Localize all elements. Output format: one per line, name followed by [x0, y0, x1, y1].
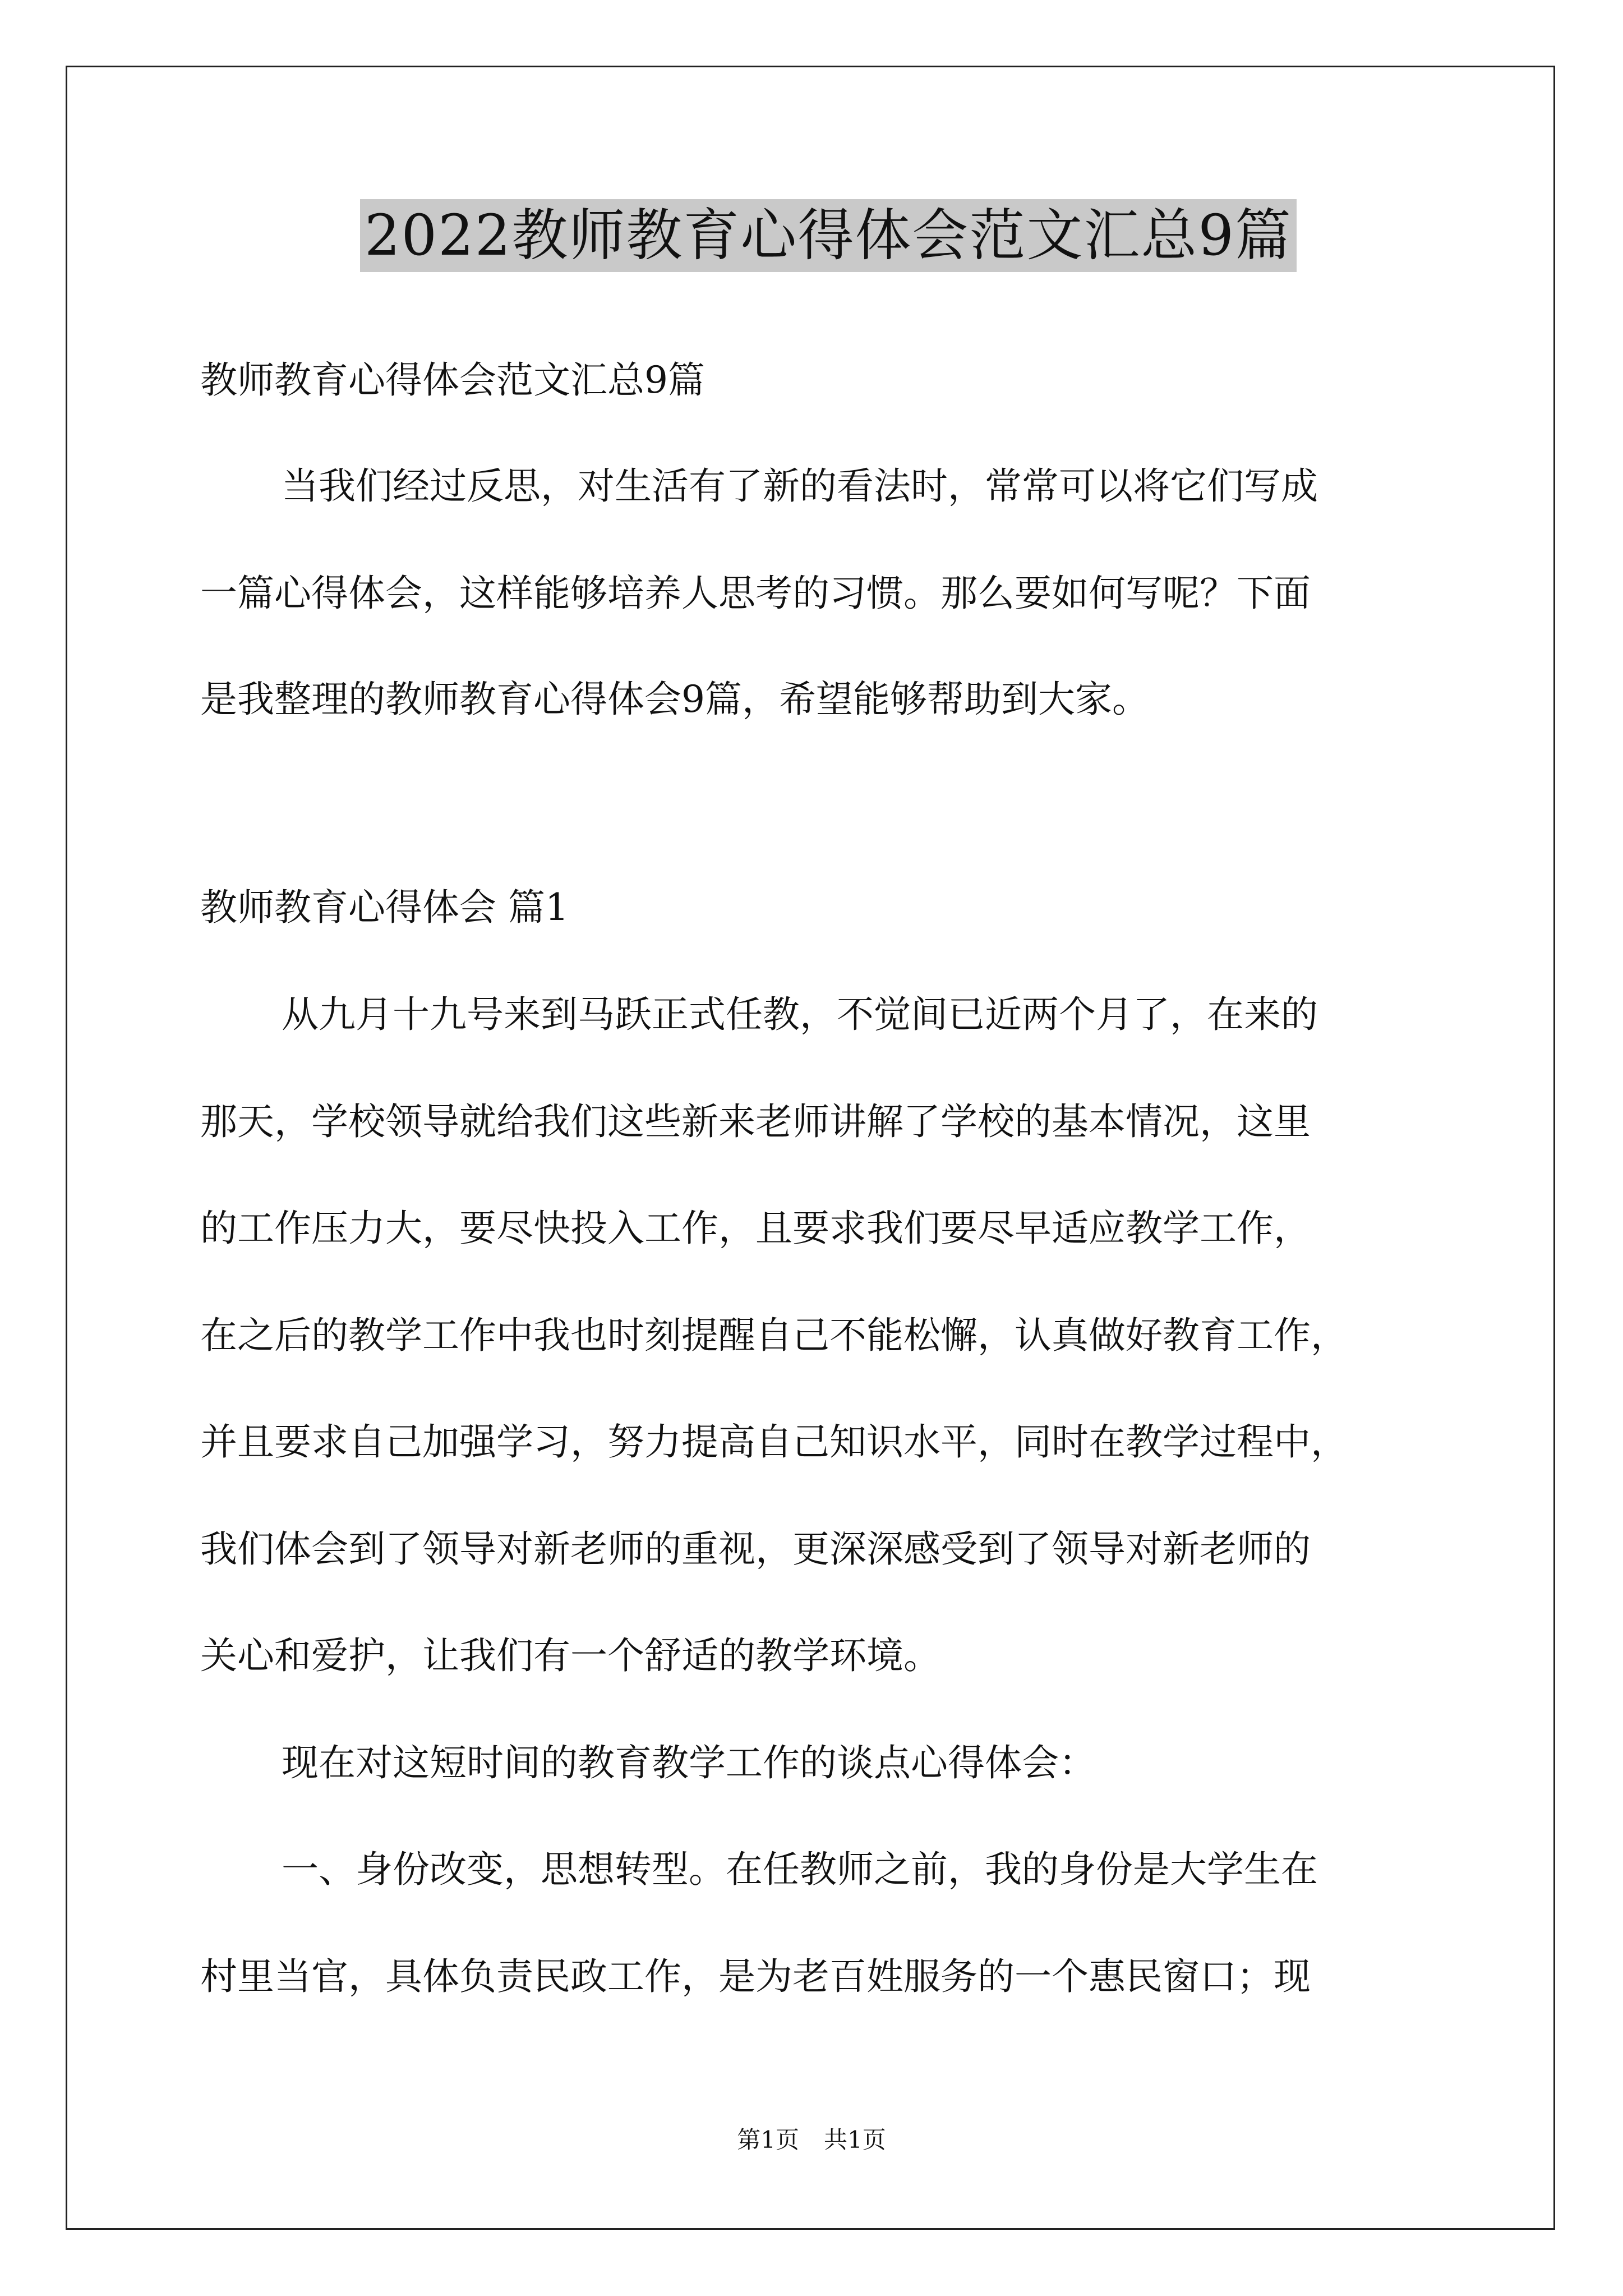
paragraph-line: 现在对这短时间的教育教学工作的谈点心得体会：: [282, 1741, 1096, 1784]
document-subtitle: 教师教育心得体会范文汇总9篇: [200, 358, 705, 402]
paragraph-line: 那天，学校领导就给我们这些新来老师讲解了学校的基本情况，这里: [200, 1100, 1311, 1143]
paragraph-line: 在之后的教学工作中我也时刻提醒自己不能松懈，认真做好教育工作，: [200, 1314, 1348, 1357]
page-number: 第1页: [737, 2126, 799, 2154]
document-title: 2022教师教育心得体会范文汇总9篇: [360, 199, 1297, 272]
paragraph-line: 村里当官，具体负责民政工作，是为老百姓服务的一个惠民窗口；现: [200, 1955, 1311, 1998]
paragraph-line: 是我整理的教师教育心得体会9篇，希望能够帮助到大家。: [200, 678, 1149, 721]
section-heading: 教师教育心得体会 篇1: [200, 886, 569, 929]
page-total: 共1页: [824, 2126, 886, 2154]
paragraph-line: 当我们经过反思，对生活有了新的看法时，常常可以将它们写成: [282, 464, 1318, 508]
paragraph-line: 的工作压力大，要尽快投入工作，且要求我们要尽早适应教学工作，: [200, 1207, 1311, 1250]
paragraph-line: 一、身份改变，思想转型。在任教师之前，我的身份是大学生在: [282, 1848, 1318, 1891]
page-footer: [0, 2123, 1623, 2157]
paragraph-line: 一篇心得体会，这样能够培养人思考的习惯。那么要如何写呢？下面: [200, 572, 1311, 615]
paragraph-line: 关心和爱护，让我们有一个舒适的教学环境。: [200, 1634, 940, 1677]
paragraph-line: 从九月十九号来到马跃正式任教，不觉间已近两个月了，在来的: [282, 993, 1318, 1036]
paragraph-line: 并且要求自己加强学习，努力提高自己知识水平，同时在教学过程中，: [200, 1420, 1348, 1464]
title-container: [200, 199, 1456, 272]
paragraph-line: 我们体会到了领导对新老师的重视，更深深感受到了领导对新老师的: [200, 1527, 1311, 1571]
